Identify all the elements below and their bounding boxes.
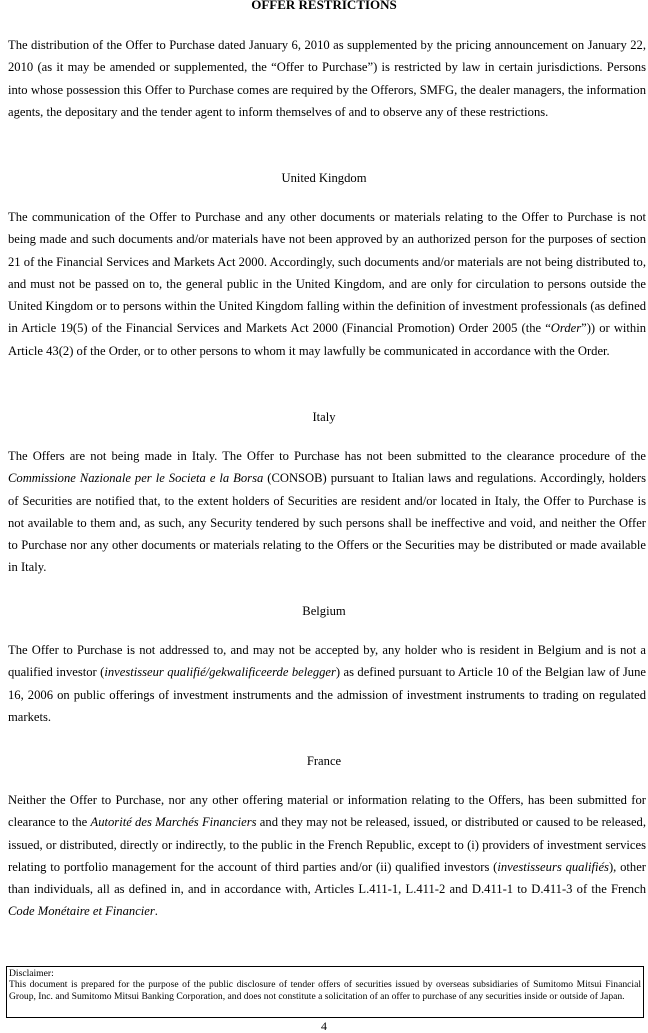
france-text-4: . xyxy=(154,904,158,919)
belgium-investor-term: investisseur qualifié/gekwalificeerde belegger xyxy=(104,665,336,680)
section-heading-uk: United Kingdom xyxy=(281,171,367,185)
france-investor-term: investisseurs qualifiés xyxy=(497,859,609,874)
uk-paragraph xyxy=(8,206,646,362)
section-heading-france: France xyxy=(306,754,342,768)
intro-paragraph xyxy=(8,34,646,123)
page-number: 4 xyxy=(321,1019,327,1033)
uk-text-1: The communication of the Offer to Purchase and any other documents or materials relating to the Offer to Purchase is not being made and such documents and/or materials have not been approved by an authorized person for the purposes of section 21 of the Financial Services and Markets Act 2000. Accordingly, such documents and/or materials are not being distributed to, and must not be passed on to, the general public in the United Kingdom, and are only for circulation to persons outside the United Kingdom or to persons within the United Kingdom falling within the definition of investment professionals (as defined in Article 19(5) of the Financial Services and Markets Act 2000 (Financial Promotion) Order 2005 (the “ xyxy=(8,210,646,336)
france-paragraph xyxy=(8,789,646,923)
disclaimer-label: Disclaimer: xyxy=(9,968,54,979)
disclaimer-box xyxy=(6,966,644,1018)
belgium-paragraph xyxy=(8,639,646,728)
italy-text-2: (CONSOB) pursuant to Italian laws and regulations. Accordingly, holders of Securities are notified that, to the extent holders of Securities are resident and/or located in Italy, the Offer to Purchase is not available to them and, as such, any Security tendered by such persons shall be ineffective and void, and neither the Offer to Purchase nor any other documents or materials relating to the Offers or the Securities may be distributed or made available in Italy. xyxy=(8,471,647,575)
intro-text: The distribution of the Offer to Purchase dated January 6, 2010 as supplemented by the pricing announcement on January 22, 2010 (as it may be amended or supplemented, the “Offer to Purchase”) is restricted by law in certain jurisdictions. Persons into whose possession this Offer to Purchase comes are required by the Offerors, SMFG, the dealer managers, the information agents, the depositary and the tender agent to inform themselves of and to observe any of these restrictions. xyxy=(8,38,646,119)
belgium-text-2: ) as defined pursuant to Article 10 of the Belgian law of June 16, 2006 on public offerings of investment instruments and the admission of investment instruments to trading on regulated markets. xyxy=(8,665,646,724)
page-title: OFFER RESTRICTIONS xyxy=(251,0,397,12)
france-code-name: Code Monétaire et Financier xyxy=(8,904,155,919)
section-heading-italy: Italy xyxy=(312,410,336,424)
italy-text-1: The Offers are not being made in Italy. The Offer to Purchase has not been submitted to the clearance procedure of the xyxy=(8,449,646,463)
uk-text-2: ”)) or within Article 43(2) of the Order, or to other persons to whom it may lawfully be communicated in accordance with the Order. xyxy=(8,321,646,358)
france-text-1: Neither the Offer to Purchase, nor any other offering material or information relating to the Offers, has been submitted for clearance to the xyxy=(8,793,646,830)
disclaimer-text: This document is prepared for the purpose of the public disclosure of tender offers of securities issued by overseas subsidiaries of Sumitomo Mitsui Financial Group, Inc. and Sumitomo Mitsui Banking Corporation, and does not constitute a solicitation of an offer to purchase of any securities inside or outside of Japan. xyxy=(9,979,641,1002)
france-amf-name: Autorité des Marchés Financiers xyxy=(90,815,257,830)
france-text-2: and they may not be released, issued, or distributed or caused to be released, issued, or distributed, directly or indirectly, to the public in the French Republic, except to (i) providers of investment services relating to portfolio management for the account of third parties and/or (ii) qualified investors ( xyxy=(8,815,647,874)
italy-paragraph xyxy=(8,445,646,579)
italy-consob-name: Commissione Nazionale per le Societa e la Borsa xyxy=(8,471,264,486)
section-heading-belgium: Belgium xyxy=(302,604,346,618)
uk-order-term: Order xyxy=(550,321,582,336)
france-text-3: ), other than individuals, all as defined in, and in accordance with, Articles L.411-1, L.411-2 and D.411-1 to D.411-3 of the French xyxy=(8,859,647,897)
belgium-text-1: The Offer to Purchase is not addressed to, and may not be accepted by, any holder who is resident in Belgium and is not a qualified investor ( xyxy=(8,643,646,680)
